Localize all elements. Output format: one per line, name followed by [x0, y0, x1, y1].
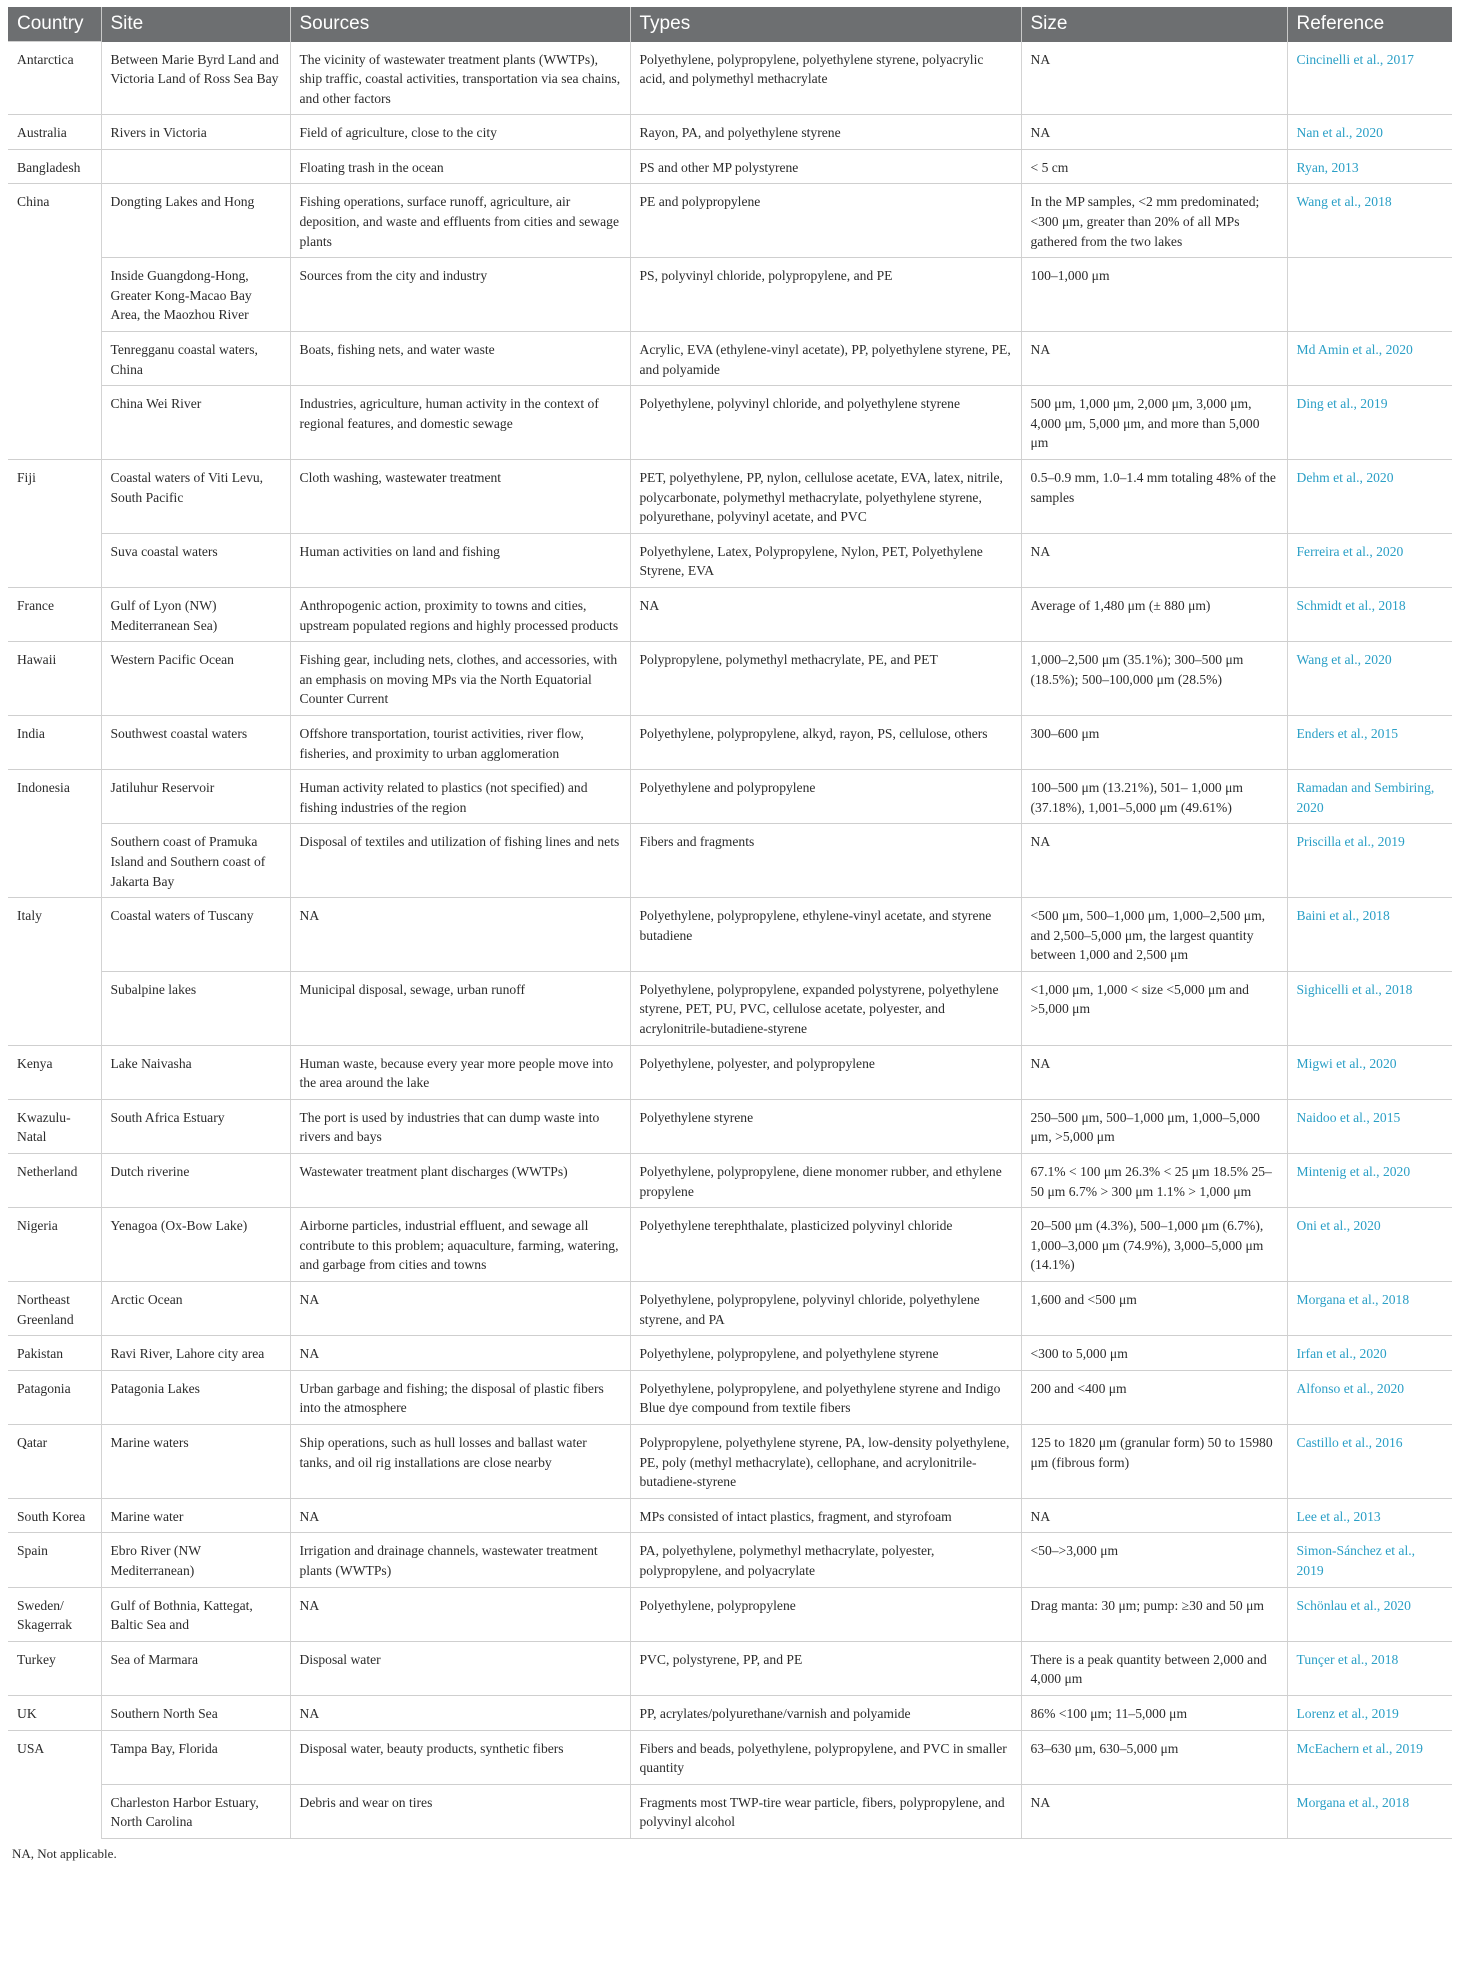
reference-link[interactable]: Irfan et al., 2020: [1287, 1336, 1452, 1371]
country-cell: [8, 258, 101, 332]
site-cell: Marine water: [101, 1498, 290, 1533]
sources-cell: Ship operations, such as hull losses and ballast water tanks, and oil rig installations are close nearby: [290, 1424, 630, 1498]
sources-cell: Disposal water, beauty products, synthetic fibers: [290, 1730, 630, 1784]
types-cell: PET, polyethylene, PP, nylon, cellulose acetate, EVA, latex, nitrile, polycarbonate, polymethyl methacrylate, polyethylene styrene, polyurethane, polyvinyl acetate, and PVC: [630, 460, 1021, 534]
sources-cell: Sources from the city and industry: [290, 258, 630, 332]
site-cell: Gulf of Bothnia, Kattegat, Baltic Sea and: [101, 1587, 290, 1641]
table-row: [8, 770, 1452, 824]
size-cell: NA: [1021, 824, 1287, 898]
country-cell: USA: [8, 1730, 101, 1784]
size-cell: 300–600 μm: [1021, 715, 1287, 769]
country-cell: Turkey: [8, 1641, 101, 1695]
site-cell: Suva coastal waters: [101, 533, 290, 587]
reference-link[interactable]: Ramadan and Sembiring, 2020: [1287, 770, 1452, 824]
reference-link[interactable]: Cincinelli et al., 2017: [1287, 42, 1452, 115]
reference-link[interactable]: Ferreira et al., 2020: [1287, 533, 1452, 587]
reference-link[interactable]: Wang et al., 2018: [1287, 184, 1452, 258]
types-cell: Polyethylene, Latex, Polypropylene, Nylon, PET, Polyethylene Styrene, EVA: [630, 533, 1021, 587]
types-cell: Polypropylene, polymethyl methacrylate, PE, and PET: [630, 642, 1021, 716]
reference-link[interactable]: Morgana et al., 2018: [1287, 1784, 1452, 1838]
reference-link[interactable]: Castillo et al., 2016: [1287, 1424, 1452, 1498]
table-row: [8, 715, 1452, 769]
table-row: [8, 898, 1452, 972]
types-cell: MPs consisted of intact plastics, fragment, and styrofoam: [630, 1498, 1021, 1533]
table-row: [8, 533, 1452, 587]
reference-link[interactable]: Lee et al., 2013: [1287, 1498, 1452, 1533]
reference-link[interactable]: Ding et al., 2019: [1287, 386, 1452, 460]
site-cell: Marine waters: [101, 1424, 290, 1498]
country-cell: Patagonia: [8, 1370, 101, 1424]
size-cell: 20–500 μm (4.3%), 500–1,000 μm (6.7%), 1,000–3,000 μm (74.9%), 3,000–5,000 μm (14.1%): [1021, 1208, 1287, 1282]
table-row: [8, 1424, 1452, 1498]
site-cell: Rivers in Victoria: [101, 115, 290, 150]
reference-link[interactable]: Enders et al., 2015: [1287, 715, 1452, 769]
header-size: Size: [1021, 7, 1287, 42]
sources-cell: Human activity related to plastics (not specified) and fishing industries of the region: [290, 770, 630, 824]
types-cell: Polyethylene, polypropylene, and polyethylene styrene and Indigo Blue dye compound from textile fibers: [630, 1370, 1021, 1424]
size-cell: NA: [1021, 1784, 1287, 1838]
reference-link[interactable]: Schmidt et al., 2018: [1287, 587, 1452, 641]
site-cell: Gulf of Lyon (NW) Mediterranean Sea): [101, 587, 290, 641]
table-row: [8, 42, 1452, 115]
types-cell: PP, acrylates/polyurethane/varnish and polyamide: [630, 1695, 1021, 1730]
sources-cell: Disposal of textiles and utilization of fishing lines and nets: [290, 824, 630, 898]
table-row: [8, 1533, 1452, 1587]
size-cell: NA: [1021, 1498, 1287, 1533]
sources-cell: Field of agriculture, close to the city: [290, 115, 630, 150]
site-cell: Ravi River, Lahore city area: [101, 1336, 290, 1371]
table-footnote: NA, Not applicable.: [12, 1845, 117, 1861]
site-cell: Southern coast of Pramuka Island and Southern coast of Jakarta Bay: [101, 824, 290, 898]
table-row: [8, 460, 1452, 534]
size-cell: <300 to 5,000 μm: [1021, 1336, 1287, 1371]
country-cell: Bangladesh: [8, 149, 101, 184]
reference-link[interactable]: Dehm et al., 2020: [1287, 460, 1452, 534]
sources-cell: Municipal disposal, sewage, urban runoff: [290, 971, 630, 1045]
site-cell: [101, 149, 290, 184]
country-cell: Kwazulu-Natal: [8, 1099, 101, 1153]
header-row: [8, 7, 1452, 42]
reference-link[interactable]: Morgana et al., 2018: [1287, 1282, 1452, 1336]
site-cell: Patagonia Lakes: [101, 1370, 290, 1424]
size-cell: 125 to 1820 μm (granular form) 50 to 15980 μm (fibrous form): [1021, 1424, 1287, 1498]
sources-cell: Cloth washing, wastewater treatment: [290, 460, 630, 534]
size-cell: 250–500 μm, 500–1,000 μm, 1,000–5,000 μm, >5,000 μm: [1021, 1099, 1287, 1153]
types-cell: PE and polypropylene: [630, 184, 1021, 258]
types-cell: PVC, polystyrene, PP, and PE: [630, 1641, 1021, 1695]
table-row: [8, 1099, 1452, 1153]
country-cell: Qatar: [8, 1424, 101, 1498]
types-cell: Polyethylene, polypropylene, polyvinyl chloride, polyethylene styrene, and PA: [630, 1282, 1021, 1336]
sources-cell: Boats, fishing nets, and water waste: [290, 332, 630, 386]
reference-link[interactable]: Md Amin et al., 2020: [1287, 332, 1452, 386]
table-row: [8, 1282, 1452, 1336]
table-row: [8, 971, 1452, 1045]
country-cell: China: [8, 184, 101, 258]
sources-cell: NA: [290, 1498, 630, 1533]
reference-link[interactable]: Migwi et al., 2020: [1287, 1045, 1452, 1099]
site-cell: China Wei River: [101, 386, 290, 460]
types-cell: Polyethylene, polypropylene, and polyethylene styrene: [630, 1336, 1021, 1371]
country-cell: UK: [8, 1695, 101, 1730]
reference-link[interactable]: Oni et al., 2020: [1287, 1208, 1452, 1282]
header-country: Country: [8, 7, 101, 42]
table-row: [8, 386, 1452, 460]
size-cell: 1,000–2,500 μm (35.1%); 300–500 μm (18.5%); 500–100,000 μm (28.5%): [1021, 642, 1287, 716]
country-cell: India: [8, 715, 101, 769]
table-body: [8, 42, 1452, 1839]
site-cell: Sea of Marmara: [101, 1641, 290, 1695]
country-cell: France: [8, 587, 101, 641]
reference-link[interactable]: McEachern et al., 2019: [1287, 1730, 1452, 1784]
country-cell: [8, 971, 101, 1045]
sources-cell: Wastewater treatment plant discharges (WWTPs): [290, 1154, 630, 1208]
types-cell: Polyethylene, polypropylene, ethylene-vinyl acetate, and styrene butadiene: [630, 898, 1021, 972]
country-cell: [8, 332, 101, 386]
types-cell: Rayon, PA, and polyethylene styrene: [630, 115, 1021, 150]
country-cell: Nigeria: [8, 1208, 101, 1282]
site-cell: Southwest coastal waters: [101, 715, 290, 769]
table-row: [8, 1370, 1452, 1424]
types-cell: Polyethylene styrene: [630, 1099, 1021, 1153]
sources-cell: The vicinity of wastewater treatment plants (WWTPs), ship traffic, coastal activities, transportation via sea chains, and other factors: [290, 42, 630, 115]
country-cell: Indonesia: [8, 770, 101, 824]
types-cell: Polypropylene, polyethylene styrene, PA, low-density polyethylene, PE, poly (methyl methacrylate), cellophane, and acrylonitrile-butadiene-styrene: [630, 1424, 1021, 1498]
site-cell: Ebro River (NW Mediterranean): [101, 1533, 290, 1587]
size-cell: NA: [1021, 42, 1287, 115]
country-cell: Netherland: [8, 1154, 101, 1208]
size-cell: 100–500 μm (13.21%), 501– 1,000 μm (37.18%), 1,001–5,000 μm (49.61%): [1021, 770, 1287, 824]
types-cell: Acrylic, EVA (ethylene-vinyl acetate), PP, polyethylene styrene, PE, and polyamide: [630, 332, 1021, 386]
sources-cell: NA: [290, 1282, 630, 1336]
types-cell: Fibers and beads, polyethylene, polypropylene, and PVC in smaller quantity: [630, 1730, 1021, 1784]
size-cell: 63–630 μm, 630–5,000 μm: [1021, 1730, 1287, 1784]
sources-cell: NA: [290, 1336, 630, 1371]
table-row: [8, 1695, 1452, 1730]
sources-cell: Offshore transportation, tourist activities, river flow, fisheries, and proximity to urban agglomeration: [290, 715, 630, 769]
country-cell: Northeast Greenland: [8, 1282, 101, 1336]
size-cell: There is a peak quantity between 2,000 and 4,000 μm: [1021, 1641, 1287, 1695]
site-cell: Western Pacific Ocean: [101, 642, 290, 716]
size-cell: 1,600 and <500 μm: [1021, 1282, 1287, 1336]
types-cell: PA, polyethylene, polymethyl methacrylate, polyester, polypropylene, and polyacrylate: [630, 1533, 1021, 1587]
reference-link[interactable]: Lorenz et al., 2019: [1287, 1695, 1452, 1730]
site-cell: Arctic Ocean: [101, 1282, 290, 1336]
sources-cell: NA: [290, 1587, 630, 1641]
site-cell: Southern North Sea: [101, 1695, 290, 1730]
country-cell: Fiji: [8, 460, 101, 534]
country-cell: Australia: [8, 115, 101, 150]
types-cell: Polyethylene, polypropylene: [630, 1587, 1021, 1641]
site-cell: Between Marie Byrd Land and Victoria Land of Ross Sea Bay: [101, 42, 290, 115]
size-cell: 0.5–0.9 mm, 1.0–1.4 mm totaling 48% of the samples: [1021, 460, 1287, 534]
reference-link[interactable]: Mintenig et al., 2020: [1287, 1154, 1452, 1208]
site-cell: Tampa Bay, Florida: [101, 1730, 290, 1784]
size-cell: 500 μm, 1,000 μm, 2,000 μm, 3,000 μm, 4,000 μm, 5,000 μm, and more than 5,000 μm: [1021, 386, 1287, 460]
sources-cell: Urban garbage and fishing; the disposal of plastic fibers into the atmosphere: [290, 1370, 630, 1424]
types-cell: Polyethylene, polypropylene, diene monomer rubber, and ethylene propylene: [630, 1154, 1021, 1208]
size-cell: In the MP samples, <2 mm predominated; <300 μm, greater than 20% of all MPs gathered from the two lakes: [1021, 184, 1287, 258]
table-row: [8, 149, 1452, 184]
sources-cell: Disposal water: [290, 1641, 630, 1695]
types-cell: Polyethylene, polypropylene, expanded polystyrene, polyethylene styrene, PET, PU, PVC, cellulose acetate, polyester, and acrylonitrile-butadiene-styrene: [630, 971, 1021, 1045]
country-cell: South Korea: [8, 1498, 101, 1533]
site-cell: Charleston Harbor Estuary, North Carolina: [101, 1784, 290, 1838]
table-row: [8, 1154, 1452, 1208]
sources-cell: Airborne particles, industrial effluent, and sewage all contribute to this problem; aquaculture, farming, watering, and garbage from cities and towns: [290, 1208, 630, 1282]
table-row: [8, 184, 1452, 258]
size-cell: 100–1,000 μm: [1021, 258, 1287, 332]
size-cell: NA: [1021, 332, 1287, 386]
site-cell: Coastal waters of Tuscany: [101, 898, 290, 972]
country-cell: Pakistan: [8, 1336, 101, 1371]
size-cell: NA: [1021, 533, 1287, 587]
table-row: [8, 1045, 1452, 1099]
reference-link[interactable]: Ryan, 2013: [1287, 149, 1452, 184]
site-cell: Tenregganu coastal waters, China: [101, 332, 290, 386]
sources-cell: NA: [290, 898, 630, 972]
reference-link[interactable]: Sighicelli et al., 2018: [1287, 971, 1452, 1045]
reference-link[interactable]: Alfonso et al., 2020: [1287, 1370, 1452, 1424]
types-cell: NA: [630, 587, 1021, 641]
reference-link[interactable]: Priscilla et al., 2019: [1287, 824, 1452, 898]
types-cell: Fibers and fragments: [630, 824, 1021, 898]
site-cell: Yenagoa (Ox-Bow Lake): [101, 1208, 290, 1282]
table-row: [8, 258, 1452, 332]
site-cell: Inside Guangdong-Hong, Greater Kong-Macao Bay Area, the Maozhou River: [101, 258, 290, 332]
header-types: Types: [630, 7, 1021, 42]
table-row: [8, 1641, 1452, 1695]
sources-cell: Human activities on land and fishing: [290, 533, 630, 587]
types-cell: Polyethylene, polypropylene, polyethylene styrene, polyacrylic acid, and polymethyl methacrylate: [630, 42, 1021, 115]
site-cell: Subalpine lakes: [101, 971, 290, 1045]
size-cell: <500 μm, 500–1,000 μm, 1,000–2,500 μm, and 2,500–5,000 μm, the largest quantity between 1,000 and 2,500 μm: [1021, 898, 1287, 972]
size-cell: <1,000 μm, 1,000 < size <5,000 μm and >5,000 μm: [1021, 971, 1287, 1045]
reference-link[interactable]: Nan et al., 2020: [1287, 115, 1452, 150]
country-cell: [8, 824, 101, 898]
size-cell: 200 and <400 μm: [1021, 1370, 1287, 1424]
reference-link: [1287, 258, 1452, 332]
header-sources: Sources: [290, 7, 630, 42]
table-row: [8, 1498, 1452, 1533]
site-cell: Coastal waters of Viti Levu, South Pacific: [101, 460, 290, 534]
size-cell: NA: [1021, 1045, 1287, 1099]
sources-cell: Human waste, because every year more people move into the area around the lake: [290, 1045, 630, 1099]
header-reference: Reference: [1287, 7, 1452, 42]
site-cell: Jatiluhur Reservoir: [101, 770, 290, 824]
table-row: [8, 332, 1452, 386]
types-cell: PS, polyvinyl chloride, polypropylene, and PE: [630, 258, 1021, 332]
size-cell: 86% <100 μm; 11–5,000 μm: [1021, 1695, 1287, 1730]
types-cell: Polyethylene, polyvinyl chloride, and polyethylene styrene: [630, 386, 1021, 460]
sources-cell: Irrigation and drainage channels, wastewater treatment plants (WWTPs): [290, 1533, 630, 1587]
types-cell: Polyethylene, polyester, and polypropylene: [630, 1045, 1021, 1099]
table-row: [8, 642, 1452, 716]
header-site: Site: [101, 7, 290, 42]
reference-link[interactable]: Tunçer et al., 2018: [1287, 1641, 1452, 1695]
types-cell: Polyethylene and polypropylene: [630, 770, 1021, 824]
country-cell: [8, 1784, 101, 1838]
size-cell: < 5 cm: [1021, 149, 1287, 184]
size-cell: NA: [1021, 115, 1287, 150]
document: [8, 7, 1452, 1862]
sources-cell: The port is used by industries that can dump waste into rivers and bays: [290, 1099, 630, 1153]
reference-link[interactable]: Simon-Sánchez et al., 2019: [1287, 1533, 1452, 1587]
country-cell: Hawaii: [8, 642, 101, 716]
country-cell: [8, 533, 101, 587]
sources-cell: Debris and wear on tires: [290, 1784, 630, 1838]
table-row: [8, 1208, 1452, 1282]
types-cell: Polyethylene, polypropylene, alkyd, rayon, PS, cellulose, others: [630, 715, 1021, 769]
table-row: [8, 1587, 1452, 1641]
sources-cell: Floating trash in the ocean: [290, 149, 630, 184]
size-cell: <50–>3,000 μm: [1021, 1533, 1287, 1587]
sources-cell: NA: [290, 1695, 630, 1730]
sources-cell: Industries, agriculture, human activity in the context of regional features, and domestic sewage: [290, 386, 630, 460]
table-row: [8, 1784, 1452, 1838]
country-cell: Italy: [8, 898, 101, 972]
country-cell: [8, 386, 101, 460]
country-cell: Antarctica: [8, 42, 101, 115]
country-cell: Kenya: [8, 1045, 101, 1099]
types-cell: PS and other MP polystyrene: [630, 149, 1021, 184]
country-cell: Sweden/ Skagerrak: [8, 1587, 101, 1641]
size-cell: Drag manta: 30 μm; pump: ≥30 and 50 μm: [1021, 1587, 1287, 1641]
sources-cell: Fishing operations, surface runoff, agriculture, air deposition, and waste and effluents from cities and sewage plants: [290, 184, 630, 258]
types-cell: Polyethylene terephthalate, plasticized polyvinyl chloride: [630, 1208, 1021, 1282]
reference-link[interactable]: Baini et al., 2018: [1287, 898, 1452, 972]
sources-cell: Anthropogenic action, proximity to towns and cities, upstream populated regions and highly processed products: [290, 587, 630, 641]
site-cell: Dutch riverine: [101, 1154, 290, 1208]
site-cell: South Africa Estuary: [101, 1099, 290, 1153]
country-cell: Spain: [8, 1533, 101, 1587]
size-cell: Average of 1,480 μm (± 880 μm): [1021, 587, 1287, 641]
table-row: [8, 587, 1452, 641]
sources-cell: Fishing gear, including nets, clothes, and accessories, with an emphasis on moving MPs via the North Equatorial Counter Current: [290, 642, 630, 716]
reference-link[interactable]: Schönlau et al., 2020: [1287, 1587, 1452, 1641]
table-row: [8, 824, 1452, 898]
microplastics-table: [8, 7, 1452, 1839]
reference-link[interactable]: Wang et al., 2020: [1287, 642, 1452, 716]
site-cell: Lake Naivasha: [101, 1045, 290, 1099]
table-row: [8, 1336, 1452, 1371]
table-row: [8, 115, 1452, 150]
reference-link[interactable]: Naidoo et al., 2015: [1287, 1099, 1452, 1153]
types-cell: Fragments most TWP-tire wear particle, fibers, polypropylene, and polyvinyl alcohol: [630, 1784, 1021, 1838]
table-row: [8, 1730, 1452, 1784]
site-cell: Dongting Lakes and Hong: [101, 184, 290, 258]
size-cell: 67.1% < 100 μm 26.3% < 25 μm 18.5% 25–50 μm 6.7% > 300 μm 1.1% > 1,000 μm: [1021, 1154, 1287, 1208]
